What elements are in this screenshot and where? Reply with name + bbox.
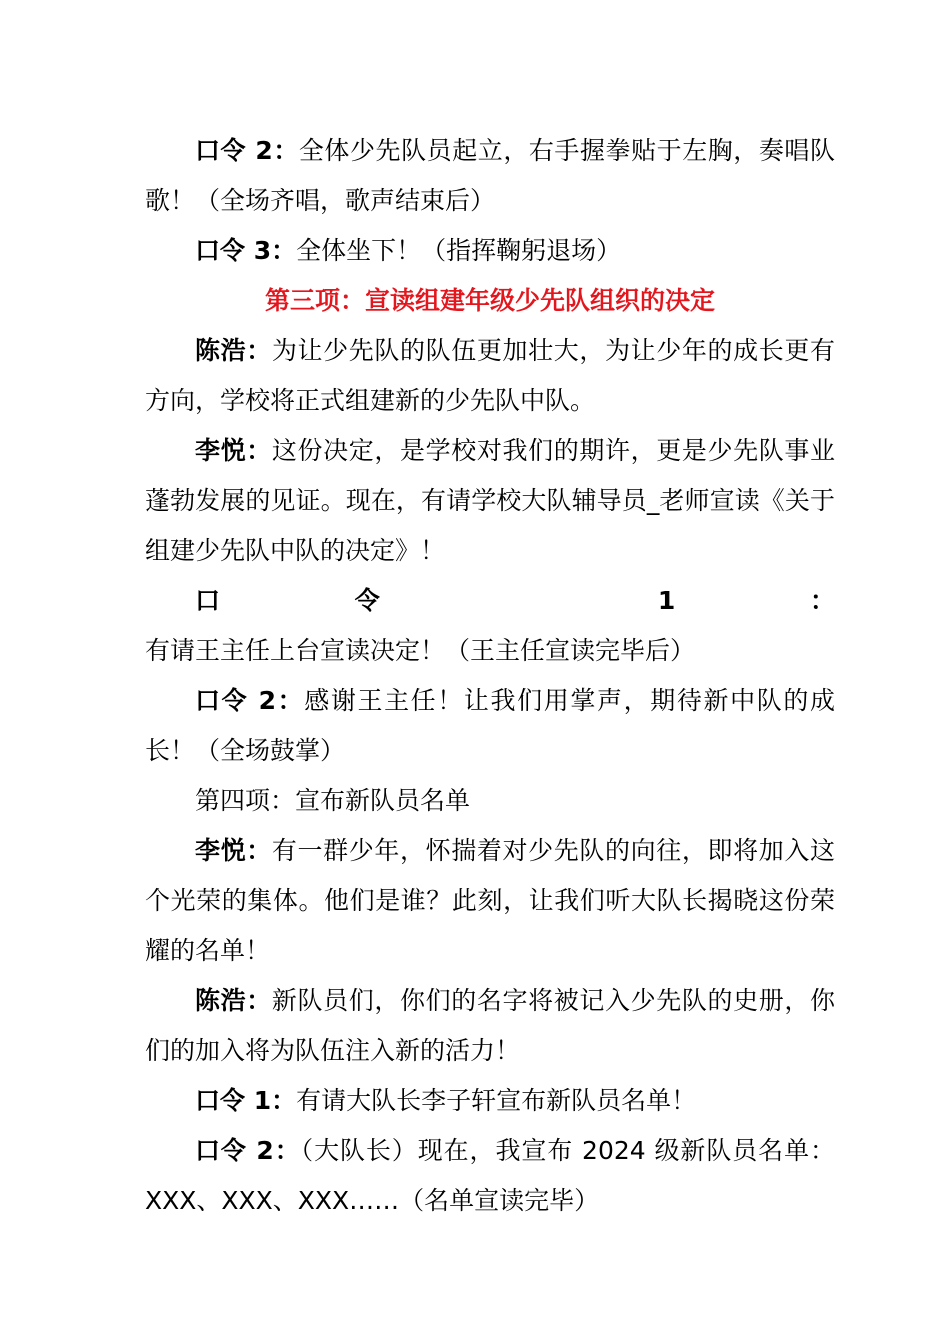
speaker-label: 口令 2： (195, 136, 299, 165)
paragraph-text: 有一群少年，怀揣着对少先队的向往，即将加入这个光荣的集体。他们是谁？此刻，让我们听大队长揭晓这份荣耀的名单！ (145, 836, 835, 965)
paragraph-text: 有请大队长李子轩宣布新队员名单！ (296, 1086, 697, 1115)
paragraph-chenhao (145, 326, 835, 426)
speaker-label: 陈浩： (195, 336, 272, 365)
speaker-label: 李悦： (195, 436, 272, 465)
paragraph-command-1b (145, 1076, 835, 1126)
speaker-label: 口令 1： (195, 586, 835, 615)
paragraph-liyue-2 (145, 826, 835, 976)
paragraph-text: 感谢王主任！让我们用掌声，期待新中队的成长！（全场鼓掌） (145, 686, 835, 765)
paragraph-chenhao-2 (145, 976, 835, 1076)
paragraph-command-2 (145, 126, 835, 226)
paragraph-liyue (145, 426, 835, 576)
paragraph-text: 为让少先队的队伍更加壮大，为让少年的成长更有方向，学校将正式组建新的少先队中队。 (145, 336, 835, 415)
section-four-title: 第四项：宣布新队员名单 (195, 786, 471, 815)
speaker-label: 口令 3： (195, 236, 297, 265)
paragraph-text: 全体坐下！（指挥鞠躬退场） (296, 236, 622, 265)
paragraph-text: 新队员们，你们的名字将被记入少先队的史册，你们的加入将为队伍注入新的活力！ (145, 986, 835, 1065)
paragraph-text: 这份决定，是学校对我们的期许，更是少先队事业蓬勃发展的见证。现在，有请学校大队辅导员_老师宣读《关于组建少先队中队的决定》！ (145, 436, 835, 565)
paragraph-text: 全体少先队员起立，右手握拳贴于左胸，奏唱队歌！（全场齐唱，歌声结束后） (145, 136, 835, 215)
speaker-label: 口令 1： (195, 1086, 297, 1115)
paragraph-command-3 (145, 226, 835, 276)
section-heading: 第三项：宣读组建年级少先队组织的决定 (264, 286, 715, 315)
paragraph-command-1 (145, 576, 835, 676)
paragraph-command-2b (145, 676, 835, 776)
speaker-label: 口令 2： (195, 1136, 301, 1165)
paragraph-text: 有请王主任上台宣读决定！（王主任宣读完毕后） (145, 636, 696, 665)
speaker-label: 口令 2： (195, 686, 305, 715)
paragraph-text: （大队长）现在，我宣布 2024 级新队员名单：XXX、XXX、XXX……（名单宣读完毕） (145, 1136, 835, 1215)
speaker-label: 李悦： (195, 836, 272, 865)
document-body (145, 126, 835, 1226)
paragraph-command-2c (145, 1126, 835, 1226)
speaker-label: 陈浩： (195, 986, 272, 1015)
